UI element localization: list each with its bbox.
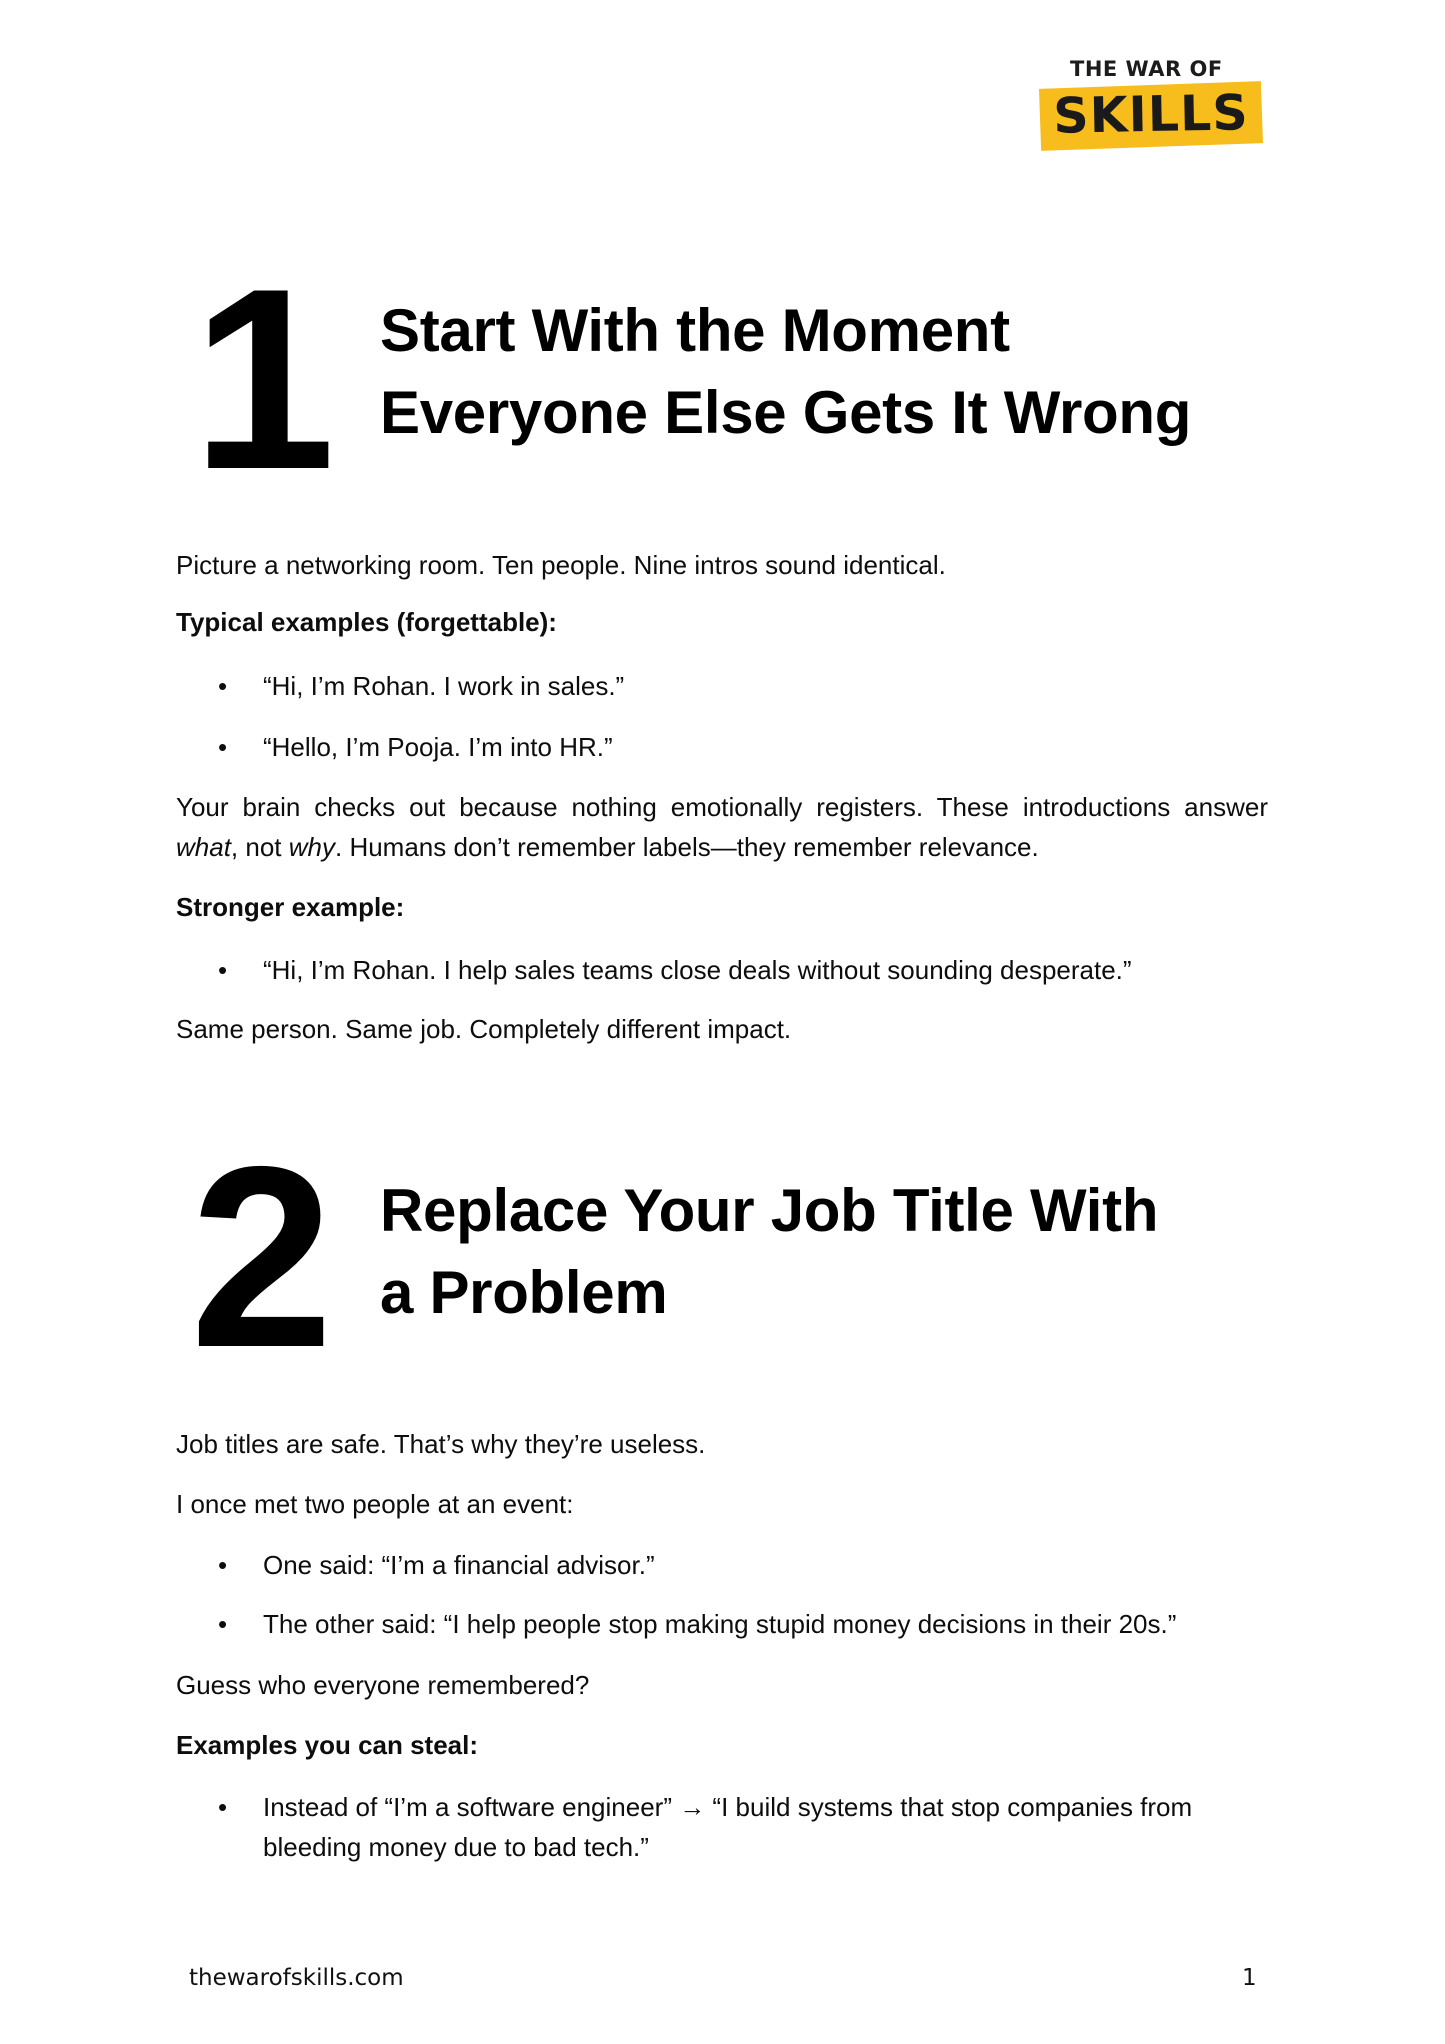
remembered-question: Guess who everyone remembered?	[176, 1670, 590, 1700]
section-number-2: 2	[190, 1112, 334, 1401]
bullet-icon: •	[218, 732, 228, 762]
explanation-text: , not	[230, 832, 289, 862]
steal-example-item: Instead of “I’m a software engineer” → “I build systems that stop companies from bleeding money due to bad tech.”	[263, 1792, 1193, 1862]
typical-example-item: “Hi, I’m Rohan. I work in sales.”	[263, 671, 625, 701]
section-1-heading-line-1: Start With the Moment	[380, 297, 1010, 364]
section-number-1: 1	[192, 234, 330, 523]
typical-examples-label: Typical examples (forgettable):	[176, 607, 557, 637]
section-2-intro: Job titles are safe. That’s why they’re useless.	[176, 1429, 706, 1459]
section-2-heading	[380, 1170, 1158, 1334]
page-number: 1	[1242, 1965, 1257, 1991]
steal-examples-label: Examples you can steal:	[176, 1730, 479, 1760]
stronger-example-item: “Hi, I’m Rohan. I help sales teams close deals without sounding desperate.”	[263, 955, 1132, 985]
section-1-heading-line-2: Everyone Else Gets It Wrong	[380, 379, 1192, 446]
explanation-emphasis-why: why	[288, 832, 335, 862]
brand-logo	[1038, 56, 1266, 152]
section-1-heading	[380, 290, 1191, 454]
story-item: The other said: “I help people stop making stupid money decisions in their 20s.”	[263, 1609, 1177, 1639]
bullet-icon: •	[218, 1550, 228, 1580]
story-item: One said: “I’m a financial advisor.”	[263, 1550, 655, 1580]
logo-text-skills: SKILLS	[1052, 84, 1250, 145]
stronger-example-label: Stronger example:	[176, 892, 405, 922]
section-2-heading-line-1: Replace Your Job Title With	[380, 1177, 1159, 1244]
bullet-icon: •	[218, 1609, 228, 1639]
section-1-intro: Picture a networking room. Ten people. Nine intros sound identical.	[176, 550, 946, 580]
section-1-explanation	[176, 787, 1268, 867]
explanation-text: . Humans don’t remember labels—they remember relevance.	[335, 832, 1039, 862]
section-2-heading-line-2: a Problem	[380, 1259, 668, 1326]
explanation-text: Your brain checks out because nothing emotionally registers. These introductions answer	[176, 792, 1268, 822]
logo-text-top: THE WAR OF	[1070, 57, 1223, 81]
footer-website: thewarofskills.com	[189, 1965, 404, 1991]
explanation-emphasis-what: what	[176, 832, 231, 862]
story-lead: I once met two people at an event:	[176, 1489, 574, 1519]
bullet-icon: •	[218, 671, 228, 701]
section-1-closing: Same person. Same job. Completely different impact.	[176, 1014, 792, 1044]
bullet-icon: •	[218, 955, 228, 985]
typical-example-item: “Hello, I’m Pooja. I’m into HR.”	[263, 732, 613, 762]
bullet-icon: •	[218, 1792, 228, 1822]
